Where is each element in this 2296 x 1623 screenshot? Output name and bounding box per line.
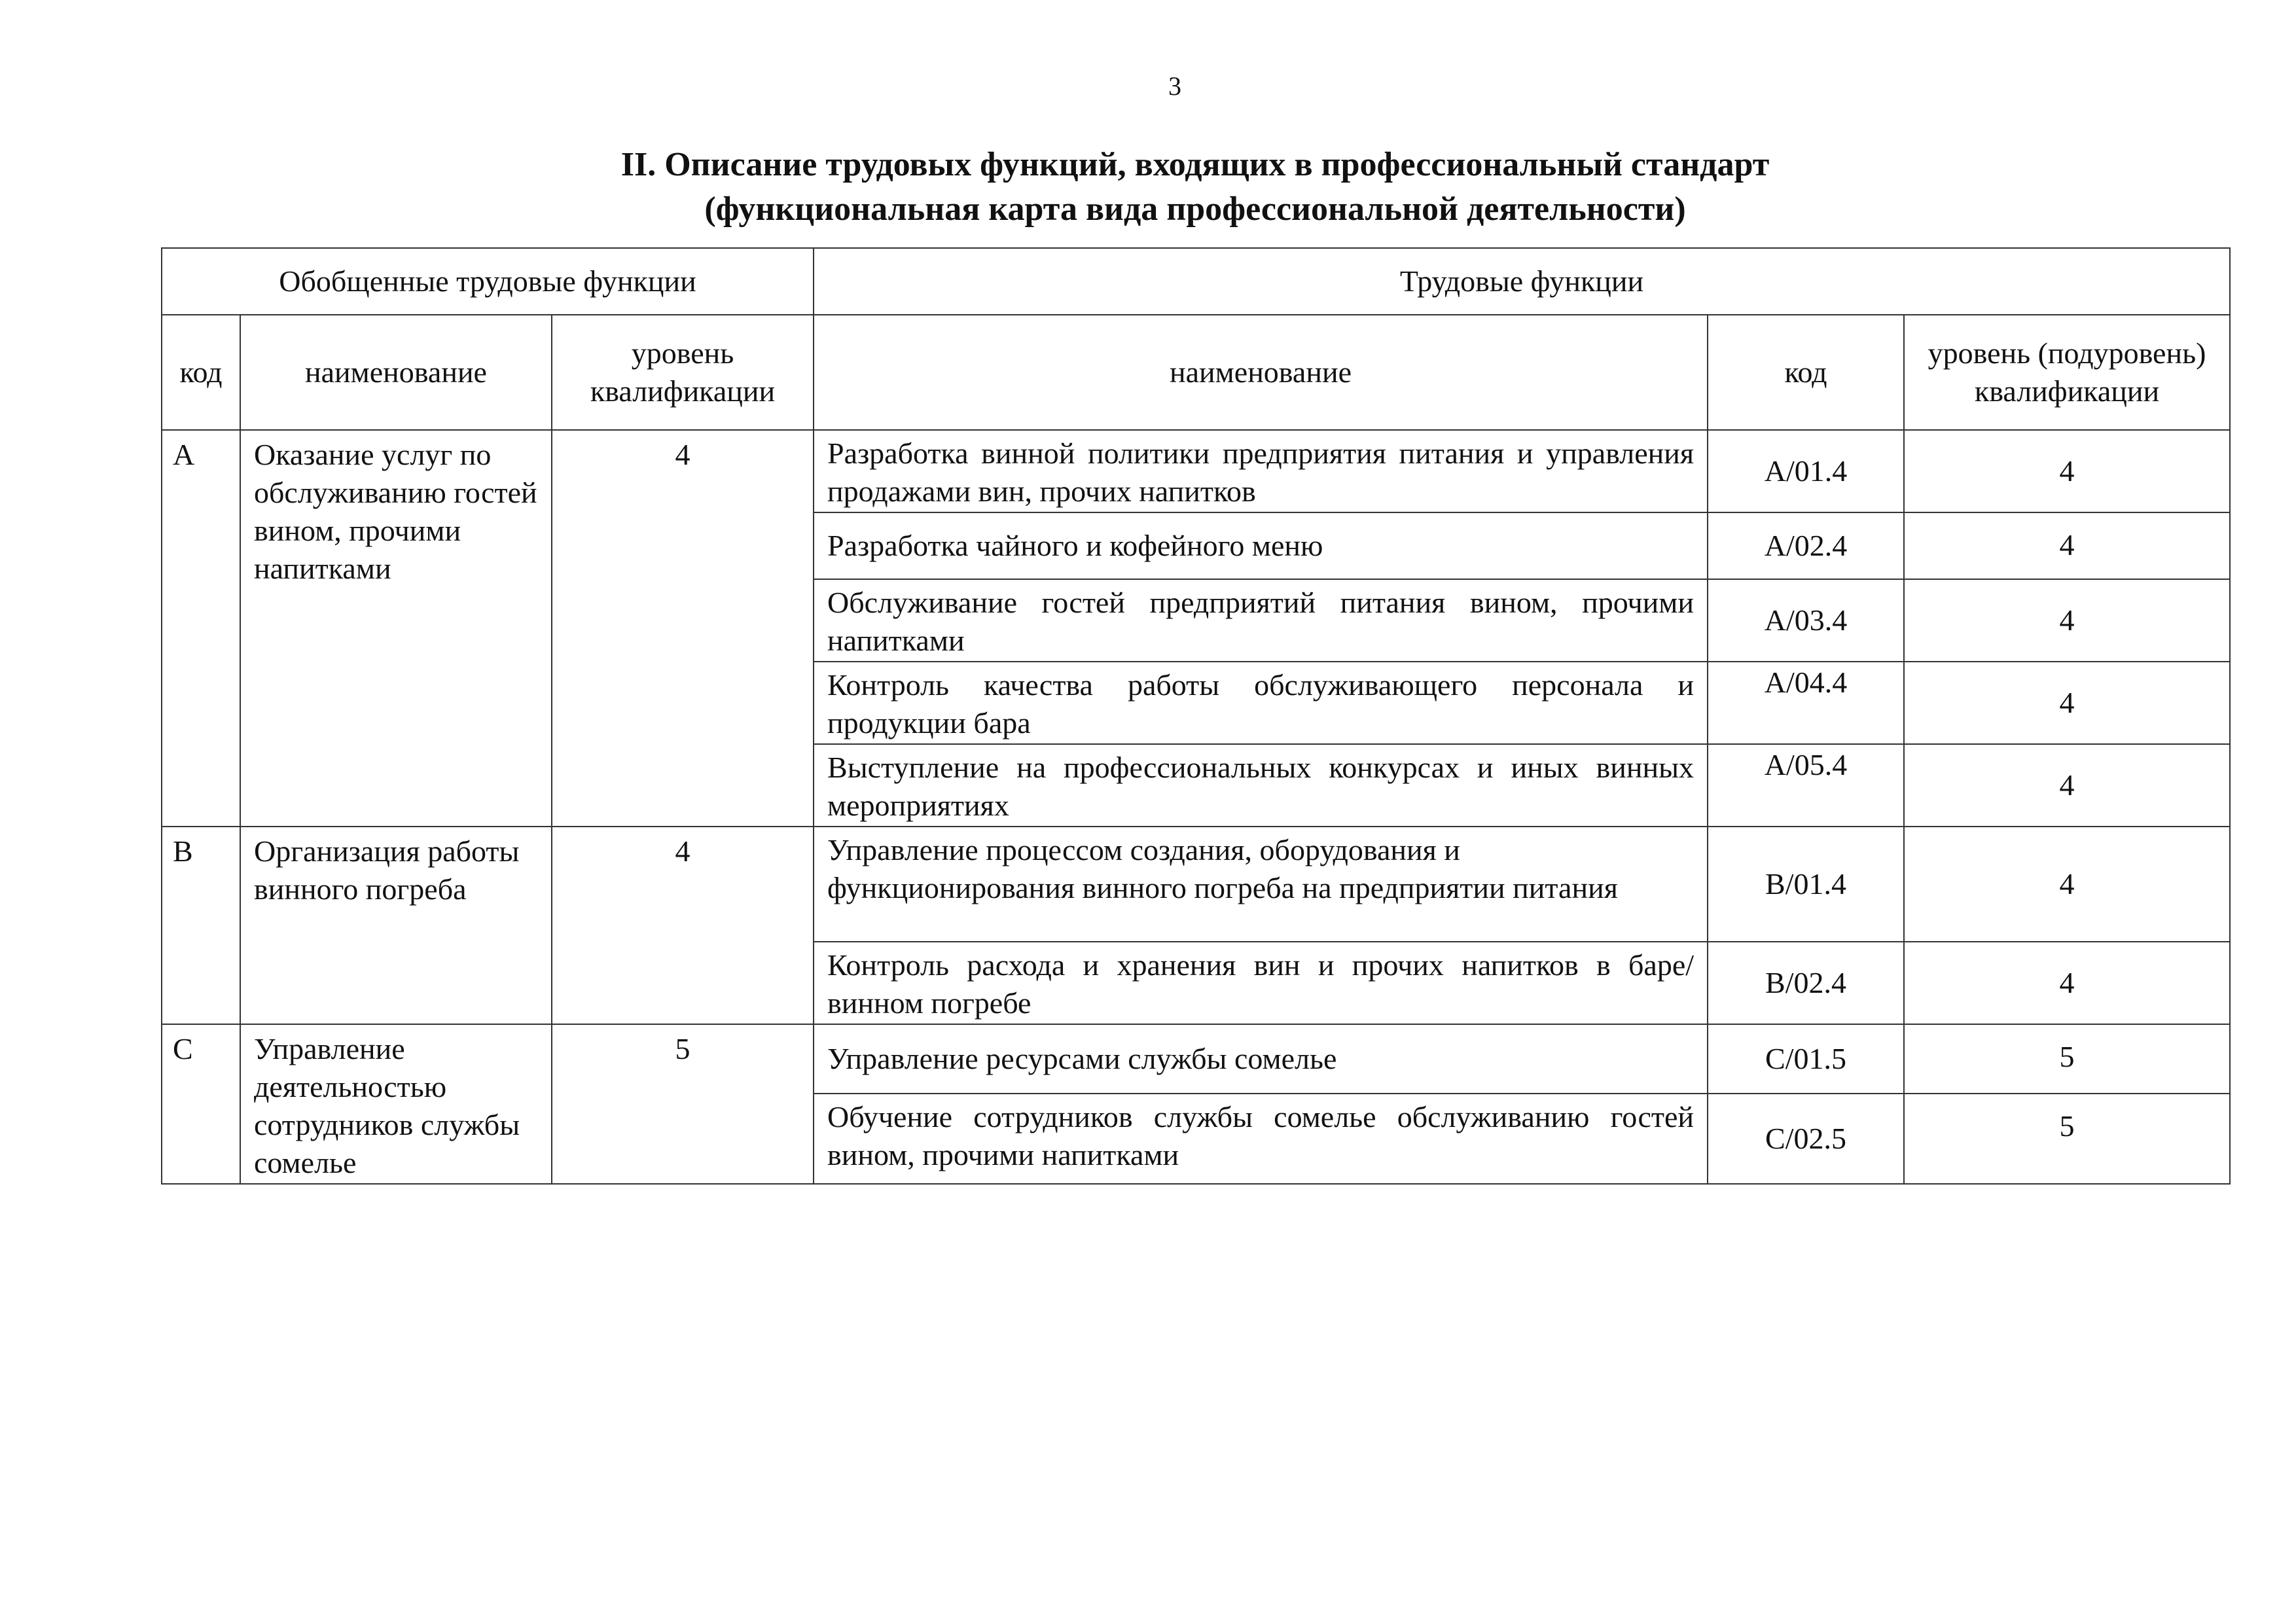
function-level: 4	[1904, 942, 2230, 1024]
header-labor-functions: Трудовые функции	[814, 248, 2230, 315]
function-code: A/01.4	[1708, 430, 1904, 512]
function-code: B/01.4	[1708, 827, 1904, 942]
page-title	[161, 143, 2229, 232]
col-header-g-level: уровень квалификации	[552, 315, 814, 430]
col-header-f-code: код	[1708, 315, 1904, 430]
function-level: 4	[1904, 512, 2230, 579]
function-level: 4	[1904, 579, 2230, 662]
function-code: A/04.4	[1708, 662, 1904, 744]
page-title-line1: II. Описание трудовых функций, входящих в профессиональный стандарт	[620, 146, 1770, 183]
group-code: C	[162, 1024, 240, 1184]
col-header-g-code: код	[162, 315, 240, 430]
function-name: Управление ресурсами службы сомелье	[814, 1024, 1708, 1094]
function-code: A/03.4	[1708, 579, 1904, 662]
function-code: A/05.4	[1708, 744, 1904, 827]
function-level: 5	[1904, 1094, 2230, 1184]
function-name: Контроль расхода и хранения вин и прочих напитков в баре/винном погребе	[814, 942, 1708, 1024]
group-code: B	[162, 827, 240, 1024]
page-title-line2: (функциональная карта вида профессиональной деятельности)	[704, 190, 1686, 228]
function-name: Управление процессом создания, оборудования и функционирования винного погреба на предприятии питания	[814, 827, 1708, 942]
page-number: 3	[1168, 71, 1181, 101]
table-row	[162, 827, 2230, 942]
table-row	[162, 430, 2230, 512]
function-name: Выступление на профессиональных конкурсах и иных винных мероприятиях	[814, 744, 1708, 827]
function-name: Контроль качества работы обслуживающего персонала и продукции бара	[814, 662, 1708, 744]
col-header-g-name: наименование	[240, 315, 552, 430]
function-level: 4	[1904, 430, 2230, 512]
col-header-f-name: наименование	[814, 315, 1708, 430]
group-level: 4	[552, 430, 814, 827]
group-level: 4	[552, 827, 814, 1024]
group-name: Управление деятельностью сотрудников службы сомелье	[240, 1024, 552, 1184]
group-name: Организация работы винного погреба	[240, 827, 552, 1024]
function-code: A/02.4	[1708, 512, 1904, 579]
function-level: 4	[1904, 744, 2230, 827]
function-level: 4	[1904, 662, 2230, 744]
functional-map-table	[161, 247, 2231, 1185]
header-generalized-functions: Обобщенные трудовые функции	[162, 248, 814, 315]
col-header-f-level: уровень (подуровень) квалификации	[1904, 315, 2230, 430]
function-level: 5	[1904, 1024, 2230, 1094]
group-header-row	[162, 248, 2230, 315]
group-name: Оказание услуг по обслуживанию гостей вином, прочими напитками	[240, 430, 552, 827]
function-code: C/01.5	[1708, 1024, 1904, 1094]
group-code: A	[162, 430, 240, 827]
table-row	[162, 1024, 2230, 1094]
function-level: 4	[1904, 827, 2230, 942]
function-code: B/02.4	[1708, 942, 1904, 1024]
column-header-row	[162, 315, 2230, 430]
function-name: Обучение сотрудников службы сомелье обслуживанию гостей вином, прочими напитками	[814, 1094, 1708, 1184]
function-name: Обслуживание гостей предприятий питания вином, прочими напитками	[814, 579, 1708, 662]
function-name: Разработка чайного и кофейного меню	[814, 512, 1708, 579]
group-level: 5	[552, 1024, 814, 1184]
function-code: C/02.5	[1708, 1094, 1904, 1184]
function-name: Разработка винной политики предприятия питания и управления продажами вин, прочих напитков	[814, 430, 1708, 512]
